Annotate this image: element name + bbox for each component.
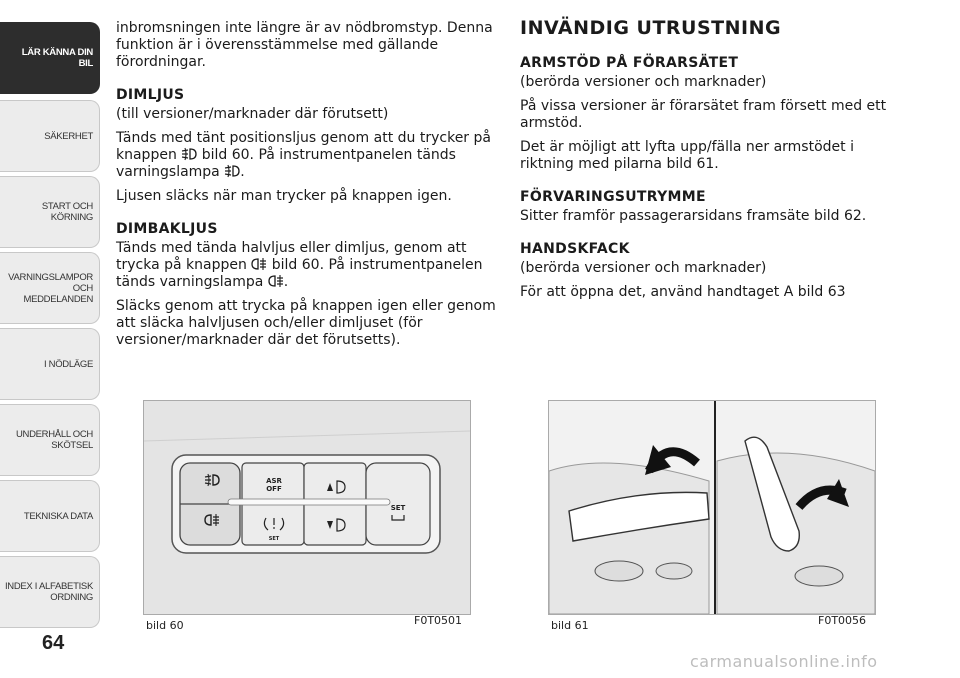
tpms-set-label: SET bbox=[268, 536, 280, 542]
switch-panel-illustration bbox=[144, 401, 470, 614]
dimbakljus-paragraph-2: Släcks genom att trycka på knappen igen eller genom att släcka halvljusen och/eller dimljuset (för versioner/marknader där det förutsetts). bbox=[116, 298, 496, 348]
tab-tekniska-data[interactable] bbox=[0, 480, 100, 552]
figure-60-caption: bild 60 bbox=[146, 619, 184, 632]
figure-60-switch-panel bbox=[143, 400, 471, 615]
tab-label: LÄR KÄNNA DIN BIL bbox=[21, 47, 93, 69]
text-span: Tänds med tända halvljus eller dimljus, genom att trycka på knappen bbox=[116, 240, 467, 273]
tab-label: VARNINGSLAMPOR OCH MEDDELANDEN bbox=[8, 271, 93, 305]
asr-label: ASR bbox=[266, 477, 282, 485]
figure-61-code: F0T0056 bbox=[818, 614, 867, 627]
armstod-paragraph-1: På vissa versioner är förarsätet fram försett med ett armstöd. bbox=[520, 98, 887, 131]
watermark: carmanualsonline.info bbox=[690, 652, 878, 671]
armrest-illustration bbox=[549, 401, 875, 614]
text-span: . bbox=[240, 164, 245, 180]
handskfack-paragraph: För att öppna det, använd handtaget A bild 63 bbox=[520, 284, 846, 300]
handskfack-subheading: (berörda versioner och marknader) bbox=[520, 260, 767, 276]
dimljus-heading: DIMLJUS bbox=[116, 87, 185, 103]
forvaring-paragraph: Sitter framför passagerarsidans framsäte bild 62. bbox=[520, 208, 867, 224]
figure-61-armrest bbox=[548, 400, 876, 615]
front-fog-light-icon bbox=[224, 164, 240, 178]
front-fog-light-icon bbox=[181, 147, 197, 161]
tab-label: I NÖDLÄGE bbox=[43, 358, 93, 370]
text-span: bild 60. På instrumentpanelen tänds varningslampa bbox=[116, 147, 456, 180]
tab-varningslampor[interactable] bbox=[0, 252, 100, 324]
tab-label: INDEX I ALFABETISK ORDNING bbox=[4, 581, 93, 603]
tab-i-nodlage[interactable] bbox=[0, 328, 100, 400]
dimljus-subheading: (till versioner/marknader där förutsett) bbox=[116, 106, 389, 122]
left-column bbox=[116, 20, 498, 356]
handskfack-heading: HANDSKFACK bbox=[520, 241, 630, 257]
dimljus-paragraph-2: Ljusen släcks när man trycker på knappen igen. bbox=[116, 188, 452, 204]
set-label: SET bbox=[390, 504, 406, 512]
dimbakljus-heading: DIMBAKLJUS bbox=[116, 221, 218, 237]
forvaring-heading: FÖRVARINGSUTRYMME bbox=[520, 189, 706, 205]
text-span: Tänds med tänt positionsljus genom att du trycker på knappen bbox=[116, 130, 491, 163]
page-number: 64 bbox=[42, 632, 65, 654]
tab-sakerhet[interactable] bbox=[0, 100, 100, 172]
off-label: OFF bbox=[266, 485, 282, 493]
armstod-heading: ARMSTÖD PÅ FÖRARSÄTET bbox=[520, 55, 739, 71]
armstod-paragraph-2: Det är möjligt att lyfta upp/fälla ner armstödet i riktning med pilarna bild 61. bbox=[520, 139, 854, 172]
figure-61-caption: bild 61 bbox=[551, 619, 589, 632]
tab-label: START OCH KÖRNING bbox=[41, 201, 93, 223]
tab-label: TEKNISKA DATA bbox=[23, 510, 93, 522]
rear-fog-light-icon bbox=[268, 274, 284, 288]
figure-60-code: F0T0501 bbox=[414, 614, 463, 627]
tab-underhall-och-skotsel[interactable] bbox=[0, 404, 100, 476]
intro-paragraph: inbromsningen inte längre är av nödbromstyp. Denna funktion är i överensstämmelse med gällande förordningar. bbox=[116, 20, 493, 70]
rear-fog-light-icon bbox=[251, 257, 267, 271]
armstod-subheading: (berörda versioner och marknader) bbox=[520, 74, 767, 90]
dimljus-paragraph-1 bbox=[116, 130, 498, 181]
tab-label: SÄKERHET bbox=[44, 130, 93, 142]
tab-lar-kanna-din-bil[interactable] bbox=[0, 22, 100, 94]
section-title: INVÄNDIG UTRUSTNING bbox=[520, 17, 782, 39]
text-span: bild 60. På instrumentpanelen tänds varningslampa bbox=[116, 257, 483, 290]
dimbakljus-paragraph-1 bbox=[116, 240, 498, 291]
right-column bbox=[520, 17, 900, 308]
text-span: . bbox=[283, 274, 289, 290]
tab-start-och-korning[interactable] bbox=[0, 176, 100, 248]
tab-label: UNDERHÅLL OCH SKÖTSEL bbox=[15, 429, 93, 451]
tab-index[interactable] bbox=[0, 556, 100, 628]
